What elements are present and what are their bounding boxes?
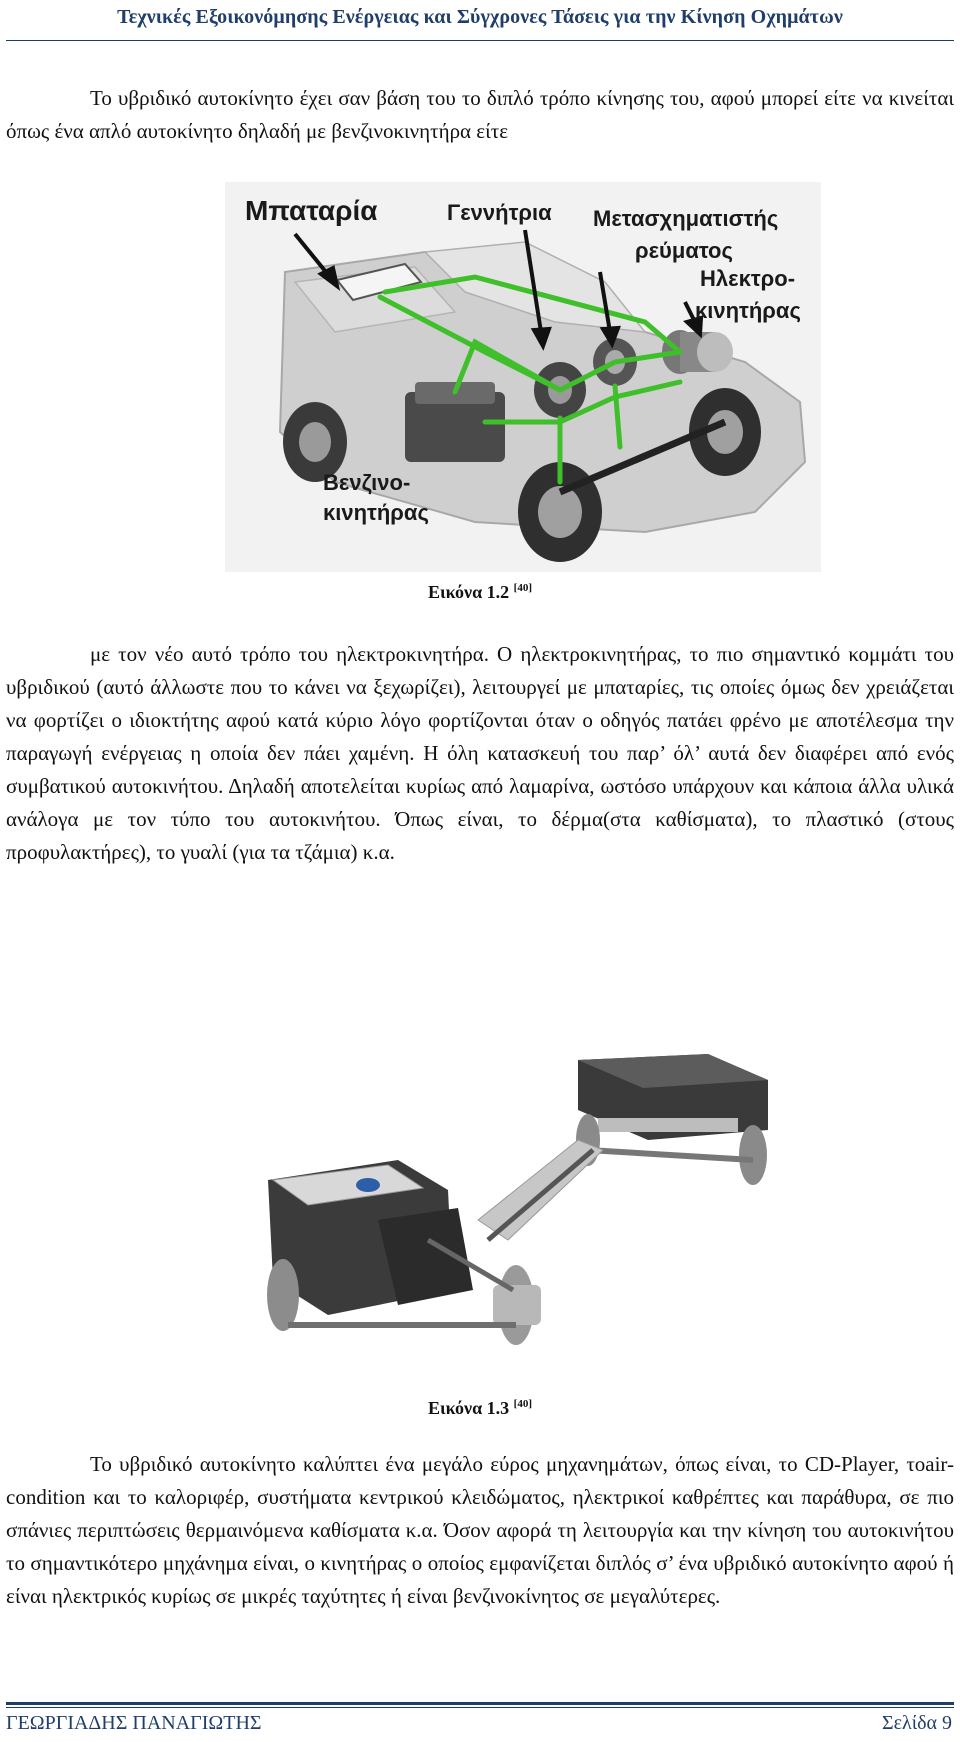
label-engine-line1: Βενζινο- [323,470,411,495]
paragraph-equipment: Το υβριδικό αυτοκίνητο καλύπτει ένα μεγάλο εύρος μηχανημάτων, όπως είναι, το CD-Player, τοair-condition και το καλοριφέρ, συστήματα κεντρικού κλειδώματος, ηλεκτρικοί καθρέπτες και παράθυρα, σε πιο σπάνιες περιπτώσεις θερμαινόμενα καθίσματα κ.α. Όσον αφορά τη λειτουργία και την κίνηση του αυτοκινήτου το σημαντικότερο μηχάνημα είναι, ο κινητήρας ο οποίος εμφανίζεται διπλός σ’ ένα υβριδικό αυτοκίνητο αφού ή είναι ηλεκτρικός κυρίως σε μικρές ταχύτητες ή είναι βενζινοκίνητος σε μεγαλύτερες. [6,1452,954,1608]
label-engine-line2: κινητήρας [323,500,429,525]
figure-caption-1-2 [0,582,960,603]
label-motor-line1: Ηλεκτρο- [700,266,796,291]
hybrid-car-diagram-svg [225,182,821,572]
label-converter-line2: ρεύματος [635,238,733,263]
page-header: Τεχνικές Εξοικονόμησης Ενέργειας και Σύγχρονες Τάσεις για την Κίνηση Οχημάτων [117,6,843,28]
paragraph-electric-motor: με τον νέο αυτό τρόπο του ηλεκτροκινητήρα. Ο ηλεκτροκινητήρας, το πιο σημαντικό κομμάτι του υβριδικού (αυτό άλλωστε που το κάνει να ξεχωρίζει), λειτουργεί με μπαταρίες, τις οποίες όμως δεν χρειάζεται να φορτίζει ο ιδιοκτήτης αφού κατά κύριο λόγο φορτίζονται όταν ο οδηγός πατάει φρένο με αποτέλεσμα την παραγωγή ενέργειας η οποία δεν πάει χαμένη. Η όλη κατασκευή του παρ’ όλ’ αυτά δεν διαφέρει από ενός συμβατικού αυτοκινήτου. Δηλαδή αποτελείται κυρίως από λαμαρίνα, ωστόσο υπάρχουν και κάποια άλλα υλικά ανάλογα με τον τύπο του αυτοκινήτου. Όπως είναι, το δέρμα(στα καθίσματα), το πλαστικό (στους προφυλακτήρες), το γυαλί (για τα τζάμια) κ.α. [6,642,954,864]
caption-text: Εικόνα 1.3 [428,1398,510,1418]
caption-reference: [40] [513,1398,532,1410]
footer-page-number: Σελίδα 9 [881,1712,952,1734]
paragraph-intro: Το υβριδικό αυτοκίνητο έχει σαν βάση του το διπλό τρόπο κίνησης του, αφού μπορεί είτε να κινείται όπως ένα απλό αυτοκίνητο δηλαδή με βενζινοκινητήρα είτε [6,86,954,143]
hybrid-car-diagram [225,182,821,572]
caption-reference: [40] [513,582,532,594]
header-divider [6,40,954,41]
footer-author: ΓΕΩΡΓΙΑΔΗΣ ΠΑΝΑΓΙΩΤΗΣ [6,1712,262,1734]
footer-divider [6,1702,954,1705]
label-generator: Γεννήτρια [447,200,552,225]
label-converter-line1: Μετασχηματιστής [593,206,779,231]
footer-divider-thin [6,1707,954,1708]
label-battery: Μπαταρία [245,195,378,226]
hybrid-chassis-svg [248,1040,788,1388]
caption-text: Εικόνα 1.2 [428,582,510,602]
hybrid-chassis-image [248,1040,788,1388]
label-motor-line2: κινητήρας [695,298,801,323]
figure-caption-1-3 [0,1398,960,1419]
